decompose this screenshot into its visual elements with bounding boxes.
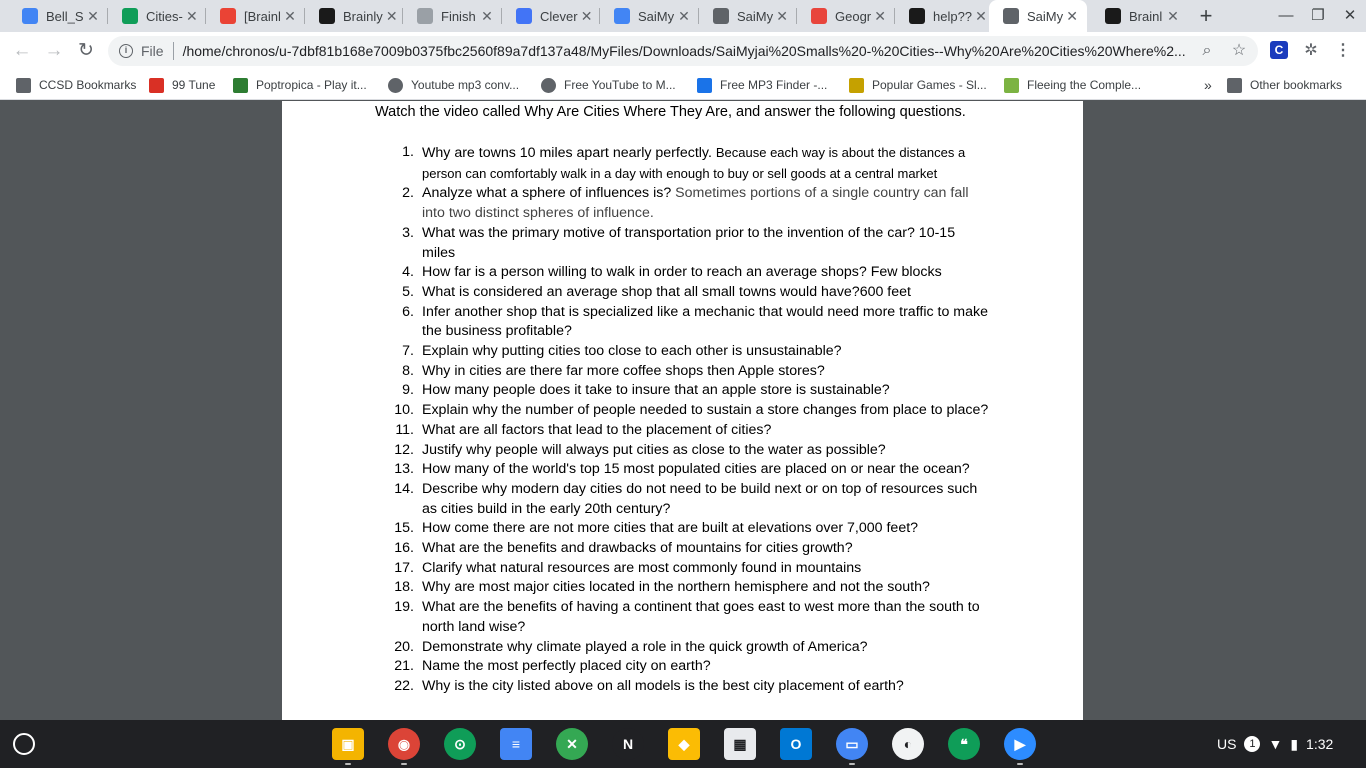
question-number: 5. <box>402 283 414 300</box>
url-scheme: File <box>141 43 164 59</box>
folder-icon <box>1227 78 1242 93</box>
docs-icon <box>614 8 630 24</box>
zoom-icon[interactable]: ⌕ <box>1202 42 1212 59</box>
question-item <box>392 184 992 223</box>
chrome-app-icon[interactable]: ◉ <box>388 728 420 760</box>
bookmark-8[interactable] <box>1004 75 1141 95</box>
document-intro: Watch the video called Why Are Cities Where They Are, and answer the following questions. <box>375 104 966 120</box>
tab-title: SaiMy <box>737 8 774 24</box>
google-docs-icon <box>22 8 38 24</box>
other-bookmarks-folder[interactable] <box>1227 75 1342 95</box>
question-item <box>392 381 992 401</box>
close-tab-icon[interactable]: ✕ <box>87 7 99 24</box>
close-tab-icon[interactable]: ✕ <box>185 7 198 24</box>
brainly-icon <box>1105 8 1121 24</box>
question-list <box>392 143 992 697</box>
question-text: What was the primary motive of transportation prior to the invention of the car? 10-15 miles <box>422 224 956 261</box>
question-text: How come there are not more cities that are built at elevations over 7,000 feet? <box>422 520 919 537</box>
bookmark-2[interactable] <box>149 75 215 95</box>
extensions-icon[interactable]: ✲ <box>1304 42 1318 59</box>
bookmark-label: 99 Tune <box>172 78 216 92</box>
other-bookmarks-label: Other bookmarks <box>1250 78 1343 92</box>
new-tab-button[interactable]: + <box>1199 3 1213 28</box>
brainly-icon <box>909 8 925 24</box>
files-app-icon[interactable]: ▭ <box>836 728 868 760</box>
bookmarks-bar <box>0 70 1366 100</box>
close-tab-icon[interactable]: ✕ <box>385 7 398 24</box>
tab-title: Finish <box>441 8 476 24</box>
game-icon <box>1004 78 1019 93</box>
question-number: 12. <box>394 441 414 458</box>
folder-icon <box>16 78 31 93</box>
bookmark-label: CCSD Bookmarks <box>39 78 137 92</box>
bookmark-7[interactable] <box>849 75 987 95</box>
url-text[interactable]: /home/chronos/u-7dbf81b168e7009b0375fbc2560f89a7df137a48/MyFiles/Downloads/SaiMyjai%20Smalls%20-%20Cities--Why%20Are%20Cities%20Where%2... <box>182 43 1186 59</box>
hangouts-app-icon[interactable]: ❝ <box>948 728 980 760</box>
tab-4[interactable] <box>305 0 403 32</box>
close-tab-icon[interactable]: ✕ <box>580 7 593 24</box>
question-number: 15. <box>394 520 414 537</box>
running-indicator <box>849 763 855 765</box>
question-number: 16. <box>394 540 414 557</box>
bookmark-1[interactable] <box>16 75 136 95</box>
tab-title: Brainly <box>343 8 383 24</box>
mp3-icon <box>697 78 712 93</box>
close-tab-icon[interactable]: ✕ <box>776 7 788 24</box>
question-text: Infer another shop that is specialized like a mechanic that would need more traffic to make the business profitable? <box>422 303 988 340</box>
tab-title: Clever <box>540 8 578 24</box>
notification-badge: 1 <box>1244 736 1260 752</box>
question-item <box>392 143 992 184</box>
tab-8[interactable] <box>699 0 797 32</box>
question-text: What are the benefits of having a continent that goes east to west more than the south to north land wise? <box>422 599 980 635</box>
android-app-icon[interactable]: ⊙ <box>444 728 476 760</box>
document-page <box>282 101 1083 720</box>
question-item <box>392 657 992 677</box>
question-item <box>392 362 992 382</box>
question-text: Justify why people will always put cities as close to the water as possible? <box>422 441 886 458</box>
close-tab-icon[interactable]: ✕ <box>1066 7 1078 24</box>
docs-app-icon[interactable]: ≡ <box>500 728 532 760</box>
question-number: 22. <box>394 677 414 694</box>
viewer-area[interactable] <box>0 101 1366 720</box>
tab-title: help?? <box>933 8 973 24</box>
question-number: 8. <box>402 362 414 379</box>
tab-2[interactable] <box>108 0 206 32</box>
question-item <box>392 283 992 303</box>
edge-icon <box>811 8 827 24</box>
question-item <box>392 559 992 579</box>
question-text: What is considered an average shop that all small towns would have?600 feet <box>422 283 911 300</box>
clock-time: 1:32 <box>1306 736 1334 752</box>
question-text: How far is a person willing to walk in order to reach an average shops? Few blocks <box>422 264 942 281</box>
question-text: Why is the city listed above on all models is the best city placement of earth? <box>422 677 904 694</box>
question-item <box>392 539 992 559</box>
globe-icon <box>713 8 729 24</box>
running-indicator <box>401 763 407 765</box>
tab-6[interactable] <box>502 0 600 32</box>
play-icon <box>149 78 164 93</box>
tab-3[interactable] <box>206 0 305 32</box>
zoom-app-icon[interactable]: ▶ <box>1004 728 1036 760</box>
question-text: Analyze what a sphere of influences is? <box>422 185 672 202</box>
question-text: What are all factors that lead to the placement of cities? <box>422 421 772 438</box>
question-text: Why are towns 10 miles apart nearly perfectly. <box>422 145 712 161</box>
question-text: Why in cities are there far more coffee shops then Apple stores? <box>422 362 825 379</box>
tab-title: [Brainl <box>244 8 281 24</box>
question-number: 2. <box>402 185 414 202</box>
tab-title: SaiMy <box>1027 8 1064 24</box>
tab-1[interactable] <box>8 0 108 32</box>
photos-app-icon[interactable]: ◐ <box>892 728 924 760</box>
bookmark-label: Popular Games - Sl... <box>872 78 987 92</box>
outlook-app-icon[interactable]: O <box>780 728 812 760</box>
tab-title: Brainl <box>1129 8 1163 24</box>
extension-c-icon[interactable]: C <box>1270 41 1288 59</box>
bookmark-6[interactable] <box>697 75 827 95</box>
battery-icon: ▮ <box>1290 735 1299 752</box>
running-indicator <box>345 763 351 765</box>
tab-strip <box>0 0 1366 32</box>
restore-icon[interactable]: ❐ <box>1311 7 1325 24</box>
globe-icon <box>388 78 403 93</box>
question-item <box>392 303 992 342</box>
bookmark-4[interactable] <box>388 75 519 95</box>
question-number: 9. <box>402 382 414 399</box>
address-bar[interactable] <box>108 36 1258 66</box>
question-item <box>392 460 992 480</box>
question-item <box>392 401 992 421</box>
locale-label: US <box>1217 736 1237 752</box>
poptropica-icon <box>233 78 248 93</box>
loading-icon <box>417 8 433 24</box>
wifi-icon: ▼ <box>1268 736 1283 752</box>
url-divider <box>173 42 174 60</box>
question-text: Explain why the number of people needed to sustain a store changes from place to place? <box>422 402 989 419</box>
question-number: 10. <box>394 402 414 419</box>
bookmark-star-icon[interactable]: ☆ <box>1231 42 1247 59</box>
bookmark-label: Fleeing the Comple... <box>1027 78 1142 92</box>
tab-title: Bell_S <box>46 8 84 24</box>
question-number: 18. <box>394 579 414 596</box>
answer-text: Sometimes portions of a single country can fall into two distinct spheres of influence. <box>422 185 969 222</box>
question-text: How many people does it take to insure that an apple store is sustainable? <box>422 382 890 399</box>
tab-title: Cities- <box>146 8 183 24</box>
question-item <box>392 598 992 637</box>
classroom-icon <box>122 8 138 24</box>
tab-5[interactable] <box>403 0 502 32</box>
tab-11[interactable] <box>989 0 1087 32</box>
question-text: What are the benefits and drawbacks of mountains for cities growth? <box>422 540 853 557</box>
question-text: How many of the world's top 15 most populated cities are placed on or near the ocean? <box>422 461 970 478</box>
question-number: 1. <box>402 144 414 160</box>
clever-icon <box>516 8 532 24</box>
globe-icon <box>541 78 556 93</box>
minimize-icon[interactable]: — <box>1278 7 1294 24</box>
close-tab-icon[interactable]: ✕ <box>874 7 886 24</box>
question-item <box>392 441 992 461</box>
question-number: 4. <box>402 264 414 281</box>
question-item <box>392 578 992 598</box>
tab-7[interactable] <box>600 0 699 32</box>
info-icon[interactable]: i <box>119 44 133 58</box>
games-app-icon[interactable]: ◆ <box>668 728 700 760</box>
network-app-icon[interactable]: ✕ <box>556 728 588 760</box>
question-number: 21. <box>394 658 414 675</box>
close-tab-icon[interactable]: ✕ <box>1167 7 1179 24</box>
reload-button[interactable]: ↻ <box>78 40 94 61</box>
classroom-app-icon[interactable]: ▣ <box>332 728 364 760</box>
bookmark-label: Youtube mp3 conv... <box>411 78 520 92</box>
question-text: Demonstrate why climate played a role in the quick growth of America? <box>422 638 868 655</box>
close-tab-icon[interactable]: ✕ <box>975 7 987 24</box>
brainly-icon <box>319 8 335 24</box>
close-window-icon[interactable]: ✕ <box>1343 7 1357 24</box>
gmail-icon <box>220 8 236 24</box>
question-text: Clarify what natural resources are most commonly found in mountains <box>422 559 862 576</box>
close-tab-icon[interactable]: ✕ <box>284 7 296 24</box>
bookmark-label: Poptropica - Play it... <box>256 78 367 92</box>
question-number: 17. <box>394 559 414 576</box>
question-number: 20. <box>394 638 414 655</box>
question-item <box>392 480 992 519</box>
question-text: Explain why putting cities too close to each other is unsustainable? <box>422 343 842 360</box>
close-tab-icon[interactable]: ✕ <box>678 7 690 24</box>
launcher-icon[interactable] <box>13 733 35 755</box>
tab-9[interactable] <box>797 0 895 32</box>
question-item <box>392 677 992 697</box>
forward-button[interactable]: → <box>44 40 64 61</box>
bookmark-label: Free MP3 Finder -... <box>720 78 828 92</box>
bookmark-5[interactable] <box>541 75 676 95</box>
question-number: 13. <box>394 461 414 478</box>
browser-toolbar <box>0 32 1366 70</box>
bookmark-3[interactable] <box>233 75 367 95</box>
tab-title: Geogr <box>835 8 872 24</box>
close-tab-icon[interactable]: ✕ <box>481 7 493 24</box>
question-number: 7. <box>402 343 414 360</box>
question-item <box>392 224 992 263</box>
question-number: 3. <box>402 224 414 241</box>
running-indicator <box>1017 763 1023 765</box>
tab-title: SaiMy <box>638 8 675 24</box>
games-icon <box>849 78 864 93</box>
question-item <box>392 638 992 658</box>
question-number: 14. <box>394 480 414 497</box>
question-text: Describe why modern day cities do not need to be build next or on top of resources such as cities build in the early 20th century? <box>422 480 978 517</box>
question-item <box>392 263 992 283</box>
status-tray[interactable] <box>1217 730 1333 758</box>
bookmarks-overflow-button[interactable]: » <box>1204 77 1212 93</box>
notion-app-icon[interactable]: N <box>612 728 644 760</box>
menu-icon[interactable]: ⋮ <box>1335 42 1351 59</box>
bookmark-label: Free YouTube to M... <box>564 78 676 92</box>
question-text: Why are most major cities located in the northern hemisphere and not the south? <box>422 579 930 596</box>
question-number: 19. <box>394 599 414 616</box>
question-number: 6. <box>402 303 414 320</box>
question-text: Name the most perfectly placed city on earth? <box>422 658 711 675</box>
question-item <box>392 421 992 441</box>
answer-text: Because each way is about the distances a person can comfortably walk in a day with enough to buy or sell goods at a central market <box>422 145 966 181</box>
question-item <box>392 342 992 362</box>
tab-10[interactable] <box>895 0 989 32</box>
question-item <box>392 519 992 539</box>
back-button[interactable]: ← <box>12 40 32 61</box>
qr-app-icon[interactable]: ▦ <box>724 728 756 760</box>
globe-icon <box>1003 8 1019 24</box>
question-number: 11. <box>395 421 414 438</box>
tab-12[interactable] <box>1091 0 1188 32</box>
